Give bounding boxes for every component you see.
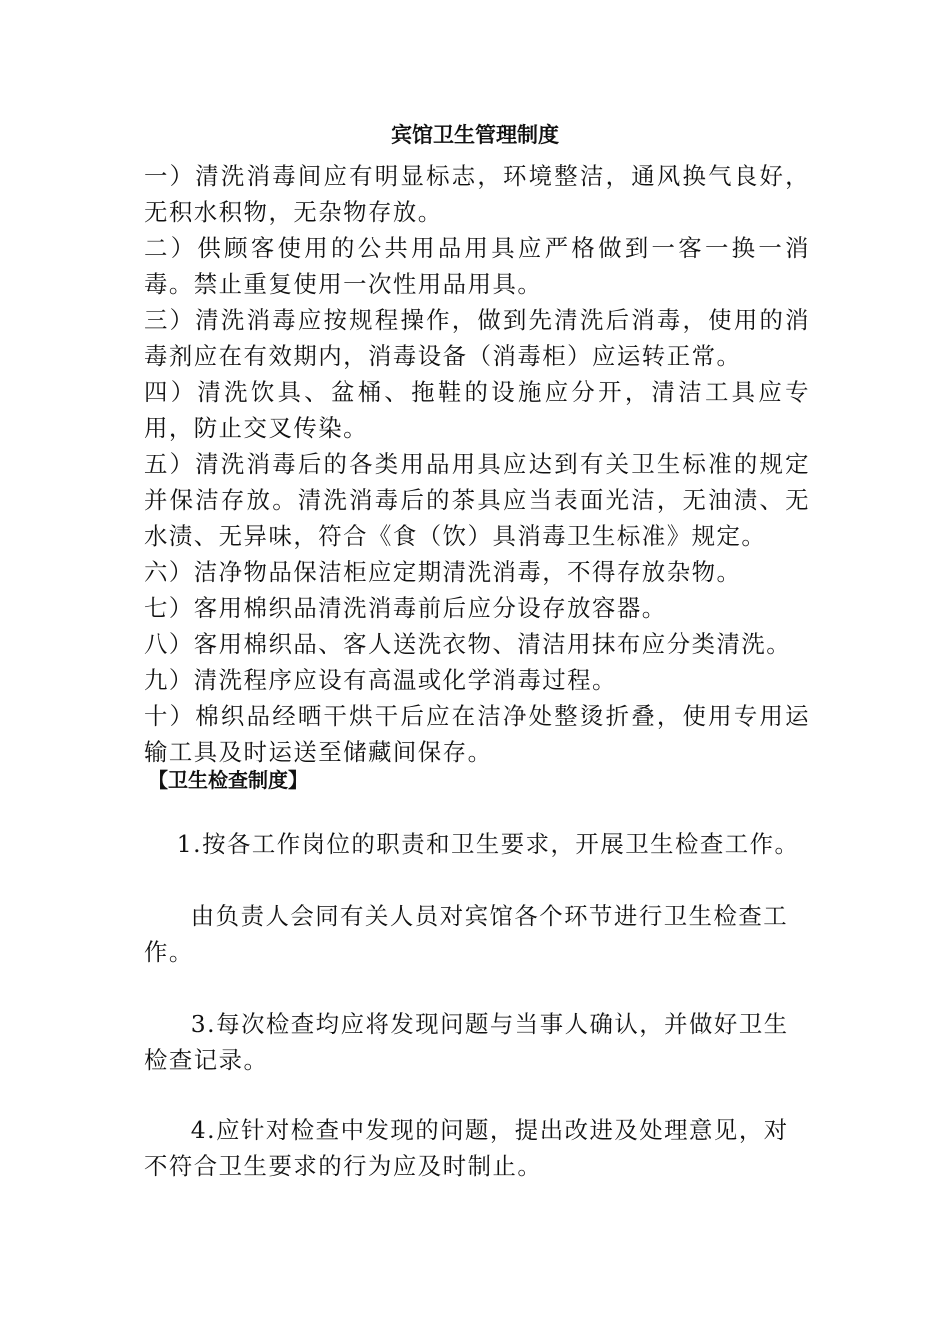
rule-item-6: 六）洁净物品保洁柜应定期清洗消毒，不得存放杂物。: [144, 558, 742, 586]
inspection-item-4: 4.应针对检查中发现的问题，提出改进及处理意见，对不符合卫生要求的行为应及时制止。: [144, 1116, 789, 1180]
rule-item-3: 三）清洗消毒应按规程操作，做到先清洗后消毒，使用的消毒剂应在有效期内，消毒设备（消毒柜）应运转正常。: [144, 306, 810, 370]
rule-item-1: 一）清洗消毒间应有明显标志，环境整洁，通风换气良好，无积水积物，无杂物存放。: [144, 162, 810, 226]
inspection-item-3: 3.每次检查均应将发现问题与当事人确认，并做好卫生检查记录。: [144, 1010, 789, 1074]
rule-item-7: 七）客用棉织品清洗消毒前后应分设存放容器。: [144, 594, 667, 622]
inspection-item-2: 由负责人会同有关人员对宾馆各个环节进行卫生检查工作。: [144, 902, 789, 966]
rule-item-5: 五）清洗消毒后的各类用品用具应达到有关卫生标准的规定并保洁存放。清洗消毒后的茶具应当表面光洁，无油渍、无水渍、无异味，符合《食（饮）具消毒卫生标准》规定。: [144, 450, 810, 550]
rule-item-2: 二）供顾客使用的公共用品用具应严格做到一客一换一消毒。禁止重复使用一次性用品用具。: [144, 234, 810, 298]
rule-item-9: 九）清洗程序应设有高温或化学消毒过程。: [144, 666, 617, 694]
hygiene-rules-list: [144, 158, 810, 770]
inspection-item-1: 1.按各工作岗位的职责和卫生要求，开展卫生检查工作。: [176, 830, 800, 858]
rule-item-10: 十）棉织品经晒干烘干后应在洁净处整烫折叠，使用专用运输工具及时运送至储藏间保存。: [144, 702, 810, 766]
document-title: 宾馆卫生管理制度: [391, 123, 559, 147]
rule-item-4: 四）清洗饮具、盆桶、拖鞋的设施应分开，清洁工具应专用，防止交叉传染。: [144, 378, 810, 442]
rule-item-8: 八）客用棉织品、客人送洗衣物、清洁用抹布应分类清洗。: [144, 630, 792, 658]
inspection-section-heading: 【卫生检查制度】: [148, 768, 308, 792]
